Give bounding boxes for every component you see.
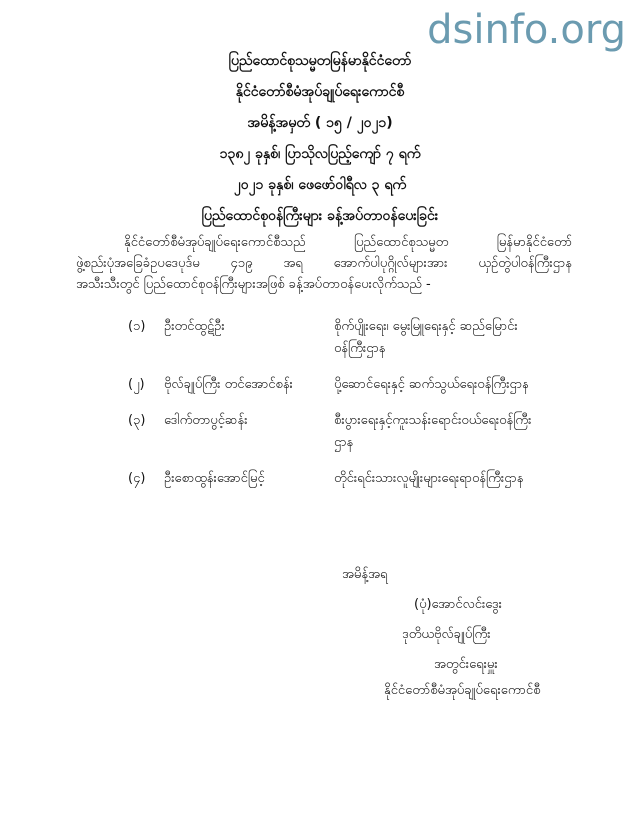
item-number: (၃) [128, 413, 146, 428]
signer-organization: နိုင်ငံတော်စီမံအုပ်ချုပ်ရေးကောင်စီ [384, 683, 541, 698]
body-line-2-part-d: အောက်ပါပုဂ္ဂိုလ်များအား [333, 256, 448, 271]
by-order-label: အမိန့်အရ [342, 567, 388, 582]
ministry-line: ဝန်ကြီးဌာန [334, 341, 386, 356]
header-gregorian-date: ၂၀၂၁ ခုနှစ်၊ ဖေဖော်ဝါရီလ ၃ ရက် [233, 177, 407, 193]
document-header [0, 46, 640, 232]
header-council: နိုင်ငံတော်စီမံအုပ်ချုပ်ရေးကောင်စီ [235, 84, 405, 100]
signer-name: (ပုံ)အောင်လင်းဒွေး [414, 597, 502, 612]
signer-rank: ဒုတိယဗိုလ်ချုပ်ကြီး [402, 627, 491, 642]
body-line-1 [76, 232, 572, 253]
body-line-3: အသီးသီးတွင် ပြည်ထောင်စုဝန်ကြီးများအဖြစ် ခန့်အပ်တာဝန်ပေးလိုက်သည် - [76, 277, 431, 292]
appointment-list [128, 316, 578, 504]
ministry-line: စီးပွားရေးနှင့်ကူးသန်းရောင်းဝယ်ရေးဝန်ကြီး [334, 413, 532, 428]
watermark-logo: dsinfo.org [427, 7, 626, 53]
body-line-2-part-e: ယှဉ်တွဲပါဝန်ကြီးဌာန [478, 256, 572, 271]
header-subject: ပြည်ထောင်စုဝန်ကြီးများ ခန့်အပ်တာဝန်ပေးခြင်း [201, 208, 439, 224]
body-paragraph [76, 232, 572, 295]
appointee-name: ဦးစောထွန်းအောင်မြင့် [164, 471, 265, 486]
ministry-line: ဌာန [334, 435, 354, 450]
body-line-1-part-b: ပြည်ထောင်စုသမ္မတ [353, 235, 449, 250]
list-item [128, 468, 578, 490]
ministry-line: စိုက်ပျိုးရေး၊ မွေးမြူရေးနှင့် ဆည်မြောင်း [334, 319, 518, 334]
item-number: (၄) [128, 471, 146, 486]
ministry-name [334, 374, 564, 396]
body-line-2-part-a: ဖွဲ့စည်းပုံအခြေခံဥပဒေပုဒ်မ [76, 256, 200, 271]
ministry-name [334, 316, 564, 360]
ministry-name [334, 410, 564, 454]
body-line-1-part-a: နိုင်ငံတော်စီမံအုပ်ချုပ်ရေးကောင်စီသည် [124, 235, 306, 250]
body-line-2 [76, 253, 572, 274]
list-item [128, 410, 578, 454]
ministry-line: ပို့ဆောင်ရေးနှင့် ဆက်သွယ်ရေးဝန်ကြီးဌာန [334, 377, 529, 392]
header-order-number: အမိန့်အမှတ် ( ၁၅ / ၂၀၂၁) [247, 115, 393, 131]
ministry-line: တိုင်းရင်းသားလူမျိုးများရေးရာဝန်ကြီးဌာန [334, 471, 524, 486]
item-number: (၂) [128, 377, 145, 392]
body-line-2-part-b: ၄၁၉ [230, 256, 253, 271]
signer-title: အတွင်းရေးမှူး [434, 657, 498, 672]
item-number: (၁) [128, 319, 146, 334]
appointee-name: ဒေါက်တာပွင့်ဆန်း [164, 413, 248, 428]
header-country: ပြည်ထောင်စုသမ္မတမြန်မာနိုင်ငံတော် [228, 53, 412, 69]
list-item [128, 316, 578, 360]
body-line-2-part-c: အရ [283, 256, 303, 271]
body-line-1-part-c: မြန်မာနိုင်ငံတော် [496, 235, 572, 250]
appointee-name: ဦးတင်ထွဋ်ဦး [164, 319, 225, 334]
list-item [128, 374, 578, 396]
header-myanmar-date: ၁၃၈၂ ခုနှစ်၊ ပြာသိုလပြည့်ကျော် ၇ ရက် [219, 146, 421, 162]
appointee-name: ဗိုလ်ချုပ်ကြီး တင်အောင်စန်း [164, 377, 293, 392]
ministry-name [334, 468, 564, 490]
